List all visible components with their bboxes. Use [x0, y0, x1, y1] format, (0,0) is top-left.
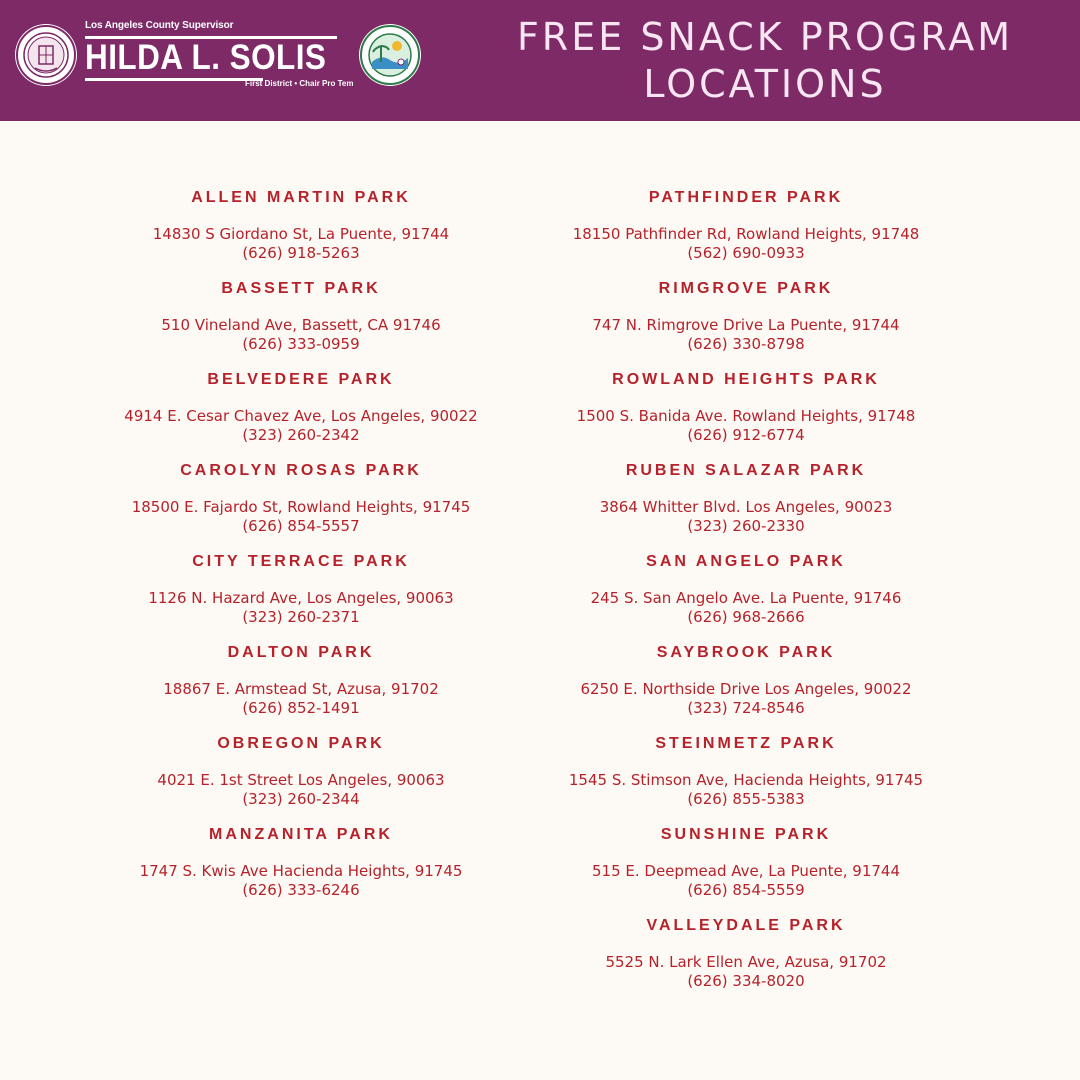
park-name: MANZANITA PARK — [209, 826, 393, 843]
title-line-1: FREE SNACK PROGRAM — [516, 15, 1014, 59]
park-name: SAYBROOK PARK — [656, 644, 836, 661]
locations-right-column — [516, 188, 976, 1007]
location-entry — [71, 461, 531, 552]
supervisor-branding — [85, 20, 354, 88]
park-phone: (626) 852-1491 — [242, 699, 360, 717]
location-entry — [516, 461, 976, 552]
park-phone: (323) 260-2371 — [242, 608, 360, 626]
park-name: BASSETT PARK — [221, 280, 381, 297]
park-name: DALTON PARK — [227, 644, 375, 661]
park-name: ALLEN MARTIN PARK — [191, 189, 411, 206]
location-entry — [516, 916, 976, 1007]
location-entry — [516, 188, 976, 279]
park-name: SAN ANGELO PARK — [646, 553, 846, 570]
supervisor-name: HILDA L. SOLIS — [85, 38, 327, 77]
park-address: 5525 N. Lark Ellen Ave, Azusa, 91702 — [605, 953, 887, 971]
park-address: 18500 E. Fajardo St, Rowland Heights, 91745 — [131, 498, 471, 516]
supervisor-title: Los Angeles County Supervisor — [85, 20, 234, 31]
park-name: RIMGROVE PARK — [658, 280, 834, 297]
park-address: 245 S. San Angelo Ave. La Puente, 91746 — [590, 589, 902, 607]
location-entry — [516, 643, 976, 734]
park-phone: (626) 333-0959 — [242, 335, 360, 353]
supervisor-tagline: First District • Chair Pro Tem — [245, 79, 354, 88]
park-address: 6250 E. Northside Drive Los Angeles, 90022 — [580, 680, 912, 698]
location-entry — [71, 643, 531, 734]
park-name: PATHFINDER PARK — [648, 189, 844, 206]
park-phone: (626) 854-5559 — [687, 881, 805, 899]
park-phone: (626) 330-8798 — [687, 335, 805, 353]
park-phone: (562) 690-0933 — [687, 244, 805, 262]
park-phone: (626) 855-5383 — [687, 790, 805, 808]
park-name: CITY TERRACE PARK — [192, 553, 410, 570]
park-address: 14830 S Giordano St, La Puente, 91744 — [152, 225, 450, 243]
location-entry — [516, 734, 976, 825]
park-phone: (626) 968-2666 — [687, 608, 805, 626]
location-entry — [71, 825, 531, 916]
park-name: SUNSHINE PARK — [660, 826, 832, 843]
location-entry — [71, 552, 531, 643]
park-address: 1126 N. Hazard Ave, Los Angeles, 90063 — [148, 589, 454, 607]
park-phone: (626) 918-5263 — [242, 244, 360, 262]
location-entry — [71, 370, 531, 461]
park-name: BELVEDERE PARK — [207, 371, 395, 388]
park-phone: (626) 334-8020 — [687, 972, 805, 990]
park-address: 515 E. Deepmead Ave, La Puente, 91744 — [592, 862, 900, 880]
park-name: RUBEN SALAZAR PARK — [625, 462, 867, 479]
parks-department-seal-icon — [359, 24, 421, 86]
park-phone: (323) 260-2330 — [687, 517, 805, 535]
divider — [85, 78, 263, 81]
park-name: OBREGON PARK — [217, 735, 385, 752]
park-address: 3864 Whitter Blvd. Los Angeles, 90023 — [599, 498, 893, 516]
locations-left-column — [71, 188, 531, 916]
location-entry — [71, 734, 531, 825]
park-address: 18150 Pathfinder Rd, Rowland Heights, 91748 — [572, 225, 920, 243]
park-address: 747 N. Rimgrove Drive La Puente, 91744 — [592, 316, 900, 334]
park-address: 1747 S. Kwis Ave Hacienda Heights, 91745 — [139, 862, 463, 880]
park-phone: (323) 724-8546 — [687, 699, 805, 717]
location-entry — [516, 370, 976, 461]
page-title — [465, 14, 1065, 108]
title-line-2: LOCATIONS — [643, 62, 887, 106]
location-entry — [516, 552, 976, 643]
park-name: CAROLYN ROSAS PARK — [180, 462, 422, 479]
park-name: STEINMETZ PARK — [655, 735, 837, 752]
park-address: 510 Vineland Ave, Bassett, CA 91746 — [161, 316, 441, 334]
header-banner — [0, 0, 1080, 121]
park-phone: (626) 333-6246 — [242, 881, 360, 899]
park-phone: (626) 854-5557 — [242, 517, 360, 535]
park-phone: (323) 260-2344 — [242, 790, 360, 808]
park-address: 4021 E. 1st Street Los Angeles, 90063 — [157, 771, 445, 789]
location-entry — [71, 188, 531, 279]
park-name: VALLEYDALE PARK — [646, 917, 846, 934]
location-entry — [516, 825, 976, 916]
park-address: 18867 E. Armstead St, Azusa, 91702 — [163, 680, 439, 698]
park-address: 1500 S. Banida Ave. Rowland Heights, 91748 — [576, 407, 916, 425]
county-seal-icon — [15, 24, 77, 86]
location-entry — [516, 279, 976, 370]
park-address: 1545 S. Stimson Ave, Hacienda Heights, 91745 — [568, 771, 924, 789]
park-phone: (626) 912-6774 — [687, 426, 805, 444]
park-name: ROWLAND HEIGHTS PARK — [612, 371, 880, 388]
location-entry — [71, 279, 531, 370]
park-address: 4914 E. Cesar Chavez Ave, Los Angeles, 90022 — [124, 407, 478, 425]
park-phone: (323) 260-2342 — [242, 426, 360, 444]
